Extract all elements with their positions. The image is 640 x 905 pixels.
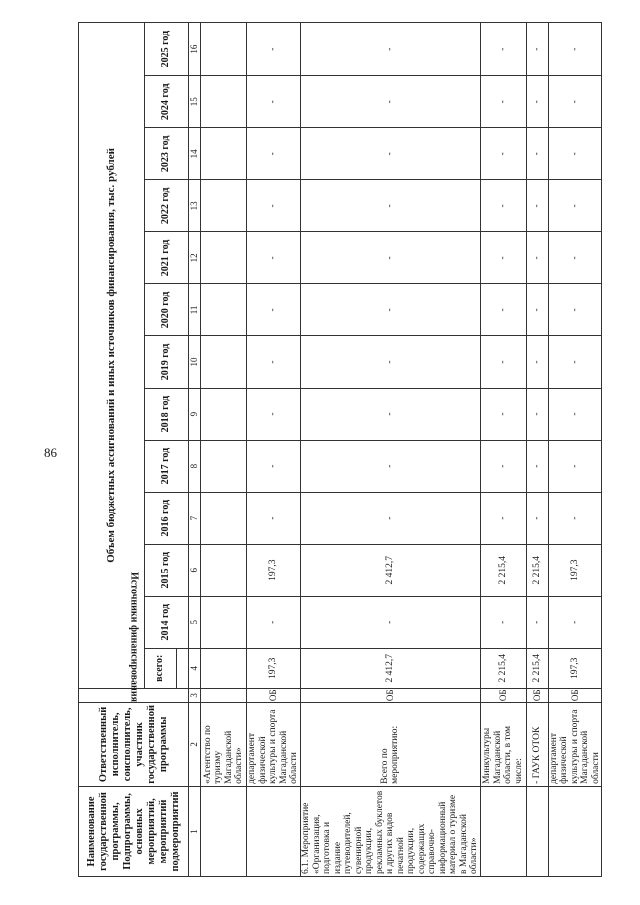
cell-c2: - ГАУК ОТОК bbox=[526, 702, 548, 786]
cell-value: - bbox=[548, 596, 602, 648]
cell-value: - bbox=[301, 232, 481, 284]
cell-value: - bbox=[548, 336, 602, 388]
cell-c3: ОБ bbox=[548, 688, 602, 702]
column-number: 11 bbox=[189, 284, 201, 336]
cell-total: 197,3 bbox=[247, 648, 301, 688]
cell-value: - bbox=[480, 440, 526, 492]
cell-value: - bbox=[548, 232, 602, 284]
header-year: 2016 год bbox=[145, 492, 189, 544]
column-number: 14 bbox=[189, 128, 201, 180]
column-number: 16 bbox=[189, 23, 201, 76]
cell-value: 197,3 bbox=[247, 544, 301, 596]
cell-value: - bbox=[480, 284, 526, 336]
cell-value: - bbox=[480, 388, 526, 440]
cell-value: - bbox=[247, 284, 301, 336]
cell-value: 2 215,4 bbox=[526, 544, 548, 596]
header-col2: Ответственный исполнитель, соисполнитель, участник государственной программы bbox=[79, 702, 189, 786]
header-year: 2021 год bbox=[145, 232, 189, 284]
cell-value: - bbox=[480, 128, 526, 180]
cell-value: - bbox=[480, 180, 526, 232]
cell-c3: ОБ bbox=[301, 688, 481, 702]
cell-value: - bbox=[548, 492, 602, 544]
cell-value bbox=[201, 596, 247, 648]
cell-value: - bbox=[247, 492, 301, 544]
cell-value: - bbox=[247, 440, 301, 492]
column-number: 9 bbox=[189, 388, 201, 440]
cell-value: - bbox=[301, 388, 481, 440]
header-year: 2023 год bbox=[145, 128, 189, 180]
cell-c2: Минкультуры Магаданской области, в том числе: bbox=[480, 702, 526, 786]
header-year: 2017 год bbox=[145, 440, 189, 492]
column-number: 6 bbox=[189, 544, 201, 596]
header-year: 2025 год bbox=[145, 23, 189, 76]
cell-value: - bbox=[526, 440, 548, 492]
column-number: 13 bbox=[189, 180, 201, 232]
cell-total: 2 215,4 bbox=[526, 648, 548, 688]
cell-value: - bbox=[301, 76, 481, 128]
cell-value: - bbox=[301, 336, 481, 388]
cell-value: - bbox=[247, 180, 301, 232]
cell-value: - bbox=[548, 180, 602, 232]
cell-value: - bbox=[247, 336, 301, 388]
header-year: 2024 год bbox=[145, 76, 189, 128]
column-number: 5 bbox=[189, 596, 201, 648]
cell-value: - bbox=[247, 128, 301, 180]
cell-value: - bbox=[480, 596, 526, 648]
table-row bbox=[480, 23, 526, 877]
cell-c1 bbox=[480, 786, 526, 876]
table-row bbox=[247, 23, 301, 877]
cell-value bbox=[201, 336, 247, 388]
budget-table bbox=[78, 22, 602, 877]
cell-value: - bbox=[548, 76, 602, 128]
cell-c1 bbox=[526, 786, 548, 876]
page-number: 86 bbox=[44, 445, 57, 460]
cell-c3: ОБ bbox=[526, 688, 548, 702]
cell-value: 2 215,4 bbox=[480, 544, 526, 596]
table-row bbox=[201, 23, 247, 877]
cell-value bbox=[201, 388, 247, 440]
cell-value: - bbox=[480, 232, 526, 284]
header-col3: Источники финансирования bbox=[79, 688, 189, 702]
rotated-table-page bbox=[78, 22, 602, 877]
cell-total: 2 215,4 bbox=[480, 648, 526, 688]
cell-value bbox=[201, 76, 247, 128]
cell-value: - bbox=[526, 284, 548, 336]
cell-value: - bbox=[526, 492, 548, 544]
cell-value: - bbox=[301, 180, 481, 232]
header-col1: Наименование государственной программы, Подпрограммы, основных мероприятий, мероприятий подмероприятий bbox=[79, 786, 189, 876]
cell-value: - bbox=[526, 180, 548, 232]
cell-value: - bbox=[301, 596, 481, 648]
header-year: 2018 год bbox=[145, 388, 189, 440]
cell-value: - bbox=[548, 23, 602, 76]
cell-value bbox=[201, 492, 247, 544]
cell-value bbox=[201, 284, 247, 336]
cell-value: - bbox=[480, 23, 526, 76]
cell-value: - bbox=[247, 388, 301, 440]
header-year: 2014 год bbox=[145, 596, 189, 648]
header-year: 2022 год bbox=[145, 180, 189, 232]
cell-c2: «Агентство по туризму Магаданской области» bbox=[201, 702, 247, 786]
cell-c1 bbox=[548, 786, 602, 876]
cell-c2: департамент физической культуры и спорта Магаданской области bbox=[247, 702, 301, 786]
cell-c3: ОБ bbox=[480, 688, 526, 702]
cell-value: - bbox=[526, 128, 548, 180]
cell-value bbox=[201, 544, 247, 596]
volume-title: Объем бюджетных ассигнований и иных источников финансирования, тыс. рублей bbox=[79, 23, 145, 689]
column-number: 8 bbox=[189, 440, 201, 492]
cell-total: 2 412,7 bbox=[301, 648, 481, 688]
table-row bbox=[526, 23, 548, 877]
cell-c1 bbox=[201, 786, 247, 876]
cell-total bbox=[201, 648, 247, 688]
cell-value: - bbox=[247, 232, 301, 284]
cell-value: - bbox=[526, 232, 548, 284]
cell-value bbox=[201, 232, 247, 284]
cell-value: - bbox=[247, 596, 301, 648]
cell-value: 2 412,7 bbox=[301, 544, 481, 596]
cell-value: - bbox=[548, 284, 602, 336]
column-number: 3 bbox=[189, 688, 201, 702]
column-number: 15 bbox=[189, 76, 201, 128]
cell-value: - bbox=[548, 388, 602, 440]
cell-value: - bbox=[301, 284, 481, 336]
cell-value: - bbox=[548, 440, 602, 492]
cell-value bbox=[201, 180, 247, 232]
cell-value: 197,3 bbox=[548, 544, 602, 596]
cell-value: - bbox=[247, 23, 301, 76]
cell-value: - bbox=[526, 76, 548, 128]
cell-value: - bbox=[480, 492, 526, 544]
cell-c3: ОБ bbox=[247, 688, 301, 702]
header-year: 2015 год bbox=[145, 544, 189, 596]
cell-value: - bbox=[526, 388, 548, 440]
cell-c1 bbox=[247, 786, 301, 876]
table-row bbox=[548, 23, 602, 877]
cell-value: - bbox=[548, 128, 602, 180]
cell-value: - bbox=[526, 23, 548, 76]
cell-value: - bbox=[301, 128, 481, 180]
cell-c2: департамент физической культуры и спорта Магаданской области bbox=[548, 702, 602, 786]
cell-value bbox=[201, 128, 247, 180]
column-number: 7 bbox=[189, 492, 201, 544]
cell-value bbox=[201, 440, 247, 492]
cell-value: - bbox=[480, 76, 526, 128]
cell-value: - bbox=[301, 492, 481, 544]
column-number: 4 bbox=[189, 648, 201, 688]
cell-value: - bbox=[301, 23, 481, 76]
cell-value bbox=[201, 23, 247, 76]
cell-value: - bbox=[526, 336, 548, 388]
column-number: 1 bbox=[189, 786, 201, 876]
header-year: 2019 год bbox=[145, 336, 189, 388]
cell-value: - bbox=[480, 336, 526, 388]
cell-value: - bbox=[526, 596, 548, 648]
cell-c2: Всего по мероприятию: bbox=[301, 702, 481, 786]
column-number: 2 bbox=[189, 702, 201, 786]
column-number: 12 bbox=[189, 232, 201, 284]
header-year: 2020 год bbox=[145, 284, 189, 336]
cell-value: - bbox=[301, 440, 481, 492]
table-row bbox=[301, 23, 481, 877]
header-total: всего: bbox=[145, 648, 177, 688]
cell-value: - bbox=[247, 76, 301, 128]
cell-c1: 6.1. Мероприятие «Организация, подготовка и издание путеводителей, сувенирной продукции, рекламных буклетов и других видов печатной продукции, содержащих справочно-информационный материал о туризме в Магаданской области» bbox=[301, 786, 481, 876]
cell-total: 197,3 bbox=[548, 648, 602, 688]
column-number: 10 bbox=[189, 336, 201, 388]
cell-c3 bbox=[201, 688, 247, 702]
